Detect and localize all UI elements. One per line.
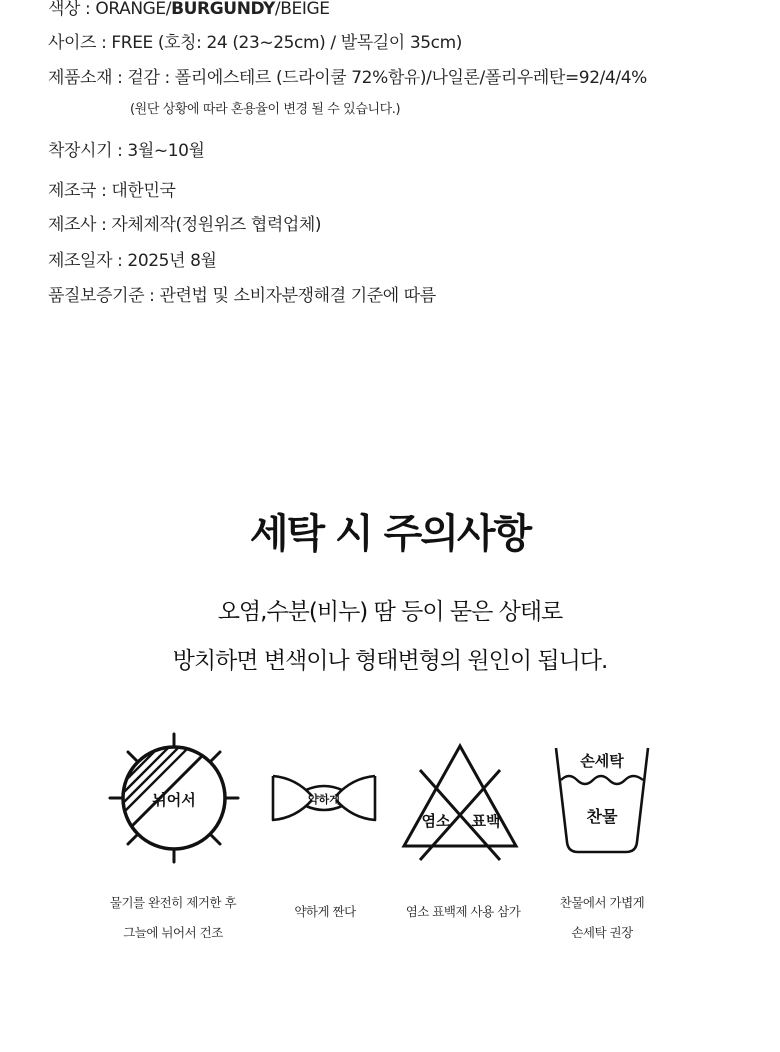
care-caption-line: 손세탁 권장 <box>571 925 633 940</box>
spec-date: 제조일자 : 2025년 8월 <box>48 251 217 271</box>
spec-country: 제조국 : 대한민국 <box>48 181 176 201</box>
color-burgundy: BURGUNDY <box>171 0 275 19</box>
hand-wash-icon <box>552 744 652 856</box>
spec-color <box>48 0 330 20</box>
spec-maker: 제조사 : 자체제작(정원위즈 협력업체) <box>48 215 322 235</box>
care-caption-line: 염소 표백제 사용 삼가 <box>405 904 521 919</box>
hand-wash-label-top: 손세탁 <box>580 752 624 770</box>
spec-quality: 품질보증기준 : 관련법 및 소비자분쟁해결 기준에 따름 <box>48 286 436 306</box>
spec-size: 사이즈 : FREE (호칭: 24 (23~25cm) / 발목길이 35cm) <box>48 33 462 53</box>
color-separator: / <box>274 0 281 19</box>
spec-material: 제품소재 : 겉감 : 폴리에스테르 (드라이쿨 72%함유)/나일론/폴리우레탄=92/4/4% <box>48 68 647 88</box>
care-description-line-2: 방치하면 변색이나 형태변형의 원인이 됩니다. <box>172 648 608 674</box>
spec-color-label: 색상 : <box>48 0 96 19</box>
bleach-label-left: 염소 <box>421 812 451 830</box>
gentle-wring-icon <box>268 768 380 828</box>
care-caption-line: 약하게 짠다 <box>294 904 356 919</box>
spec-season: 착장시기 : 3월~10월 <box>48 141 205 161</box>
care-caption-line: 물기를 완전히 제거한 후 <box>109 895 237 910</box>
color-orange: ORANGE <box>95 0 166 19</box>
sun-dry-label: 뉘어서 <box>152 791 196 809</box>
bleach-label-right: 표백 <box>471 812 501 830</box>
color-separator: / <box>165 0 172 19</box>
no-bleach-icon <box>398 740 528 864</box>
care-caption-line: 찬물에서 가볍게 <box>559 895 645 910</box>
care-caption-hand-wash <box>507 888 697 948</box>
care-title: 세탁 시 주의사항 <box>249 511 531 557</box>
care-caption-line: 그늘에 뉘어서 건조 <box>123 925 223 940</box>
wring-label: 약하게 <box>308 793 340 806</box>
hand-wash-label-bottom: 찬물 <box>586 807 618 826</box>
spec-material-note: (원단 상황에 따라 혼용율이 변경 될 수 있습니다.) <box>130 102 401 117</box>
sun-dry-shade-icon <box>106 730 242 866</box>
color-beige: BEIGE <box>280 0 330 19</box>
care-description-line-1: 오염,수분(비누) 땀 등이 묻은 상태로 <box>217 599 563 625</box>
